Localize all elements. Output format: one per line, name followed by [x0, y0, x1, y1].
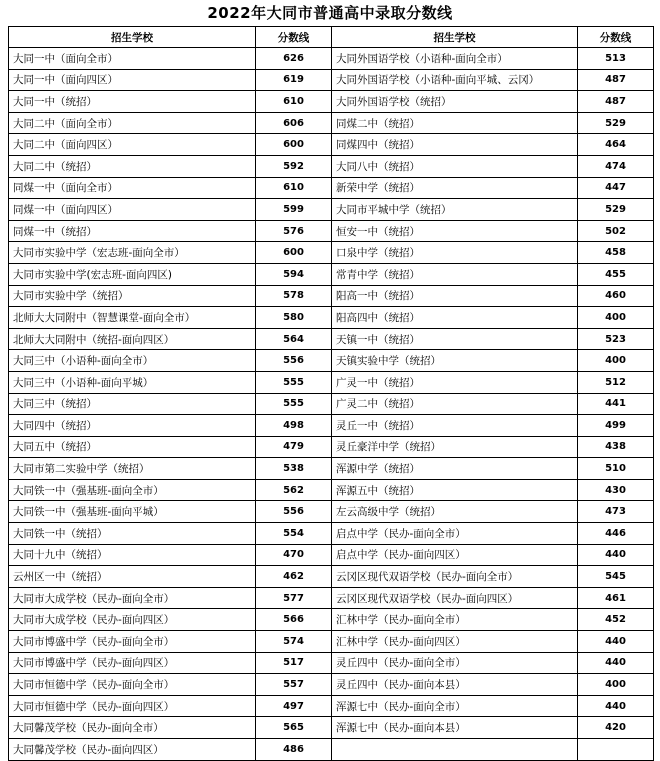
score-left: 555 — [256, 371, 332, 393]
score-right: 452 — [578, 609, 654, 631]
score-left: 574 — [256, 631, 332, 653]
school-name-right: 常青中学（统招） — [332, 263, 578, 285]
school-name-right: 大同外国语学校（统招） — [332, 91, 578, 113]
table-row — [9, 307, 654, 329]
score-left: 564 — [256, 328, 332, 350]
score-right: 512 — [578, 371, 654, 393]
header-school-right: 招生学校 — [332, 27, 578, 48]
school-name-left: 大同市实验中学(宏志班-面向四区) — [9, 263, 256, 285]
school-name-left: 同煤一中（面向全市） — [9, 177, 256, 199]
score-right: 523 — [578, 328, 654, 350]
table-row — [9, 350, 654, 372]
score-right: 400 — [578, 350, 654, 372]
school-name-right: 大同八中（统招） — [332, 155, 578, 177]
school-name-right: 浑源中学（统招） — [332, 458, 578, 480]
table-row — [9, 242, 654, 264]
table-row — [9, 479, 654, 501]
score-left: 606 — [256, 112, 332, 134]
score-left: 497 — [256, 695, 332, 717]
school-name-left: 云州区一中（统招） — [9, 566, 256, 588]
table-row — [9, 501, 654, 523]
score-right: 438 — [578, 436, 654, 458]
score-right: 440 — [578, 631, 654, 653]
table-row — [9, 695, 654, 717]
table-row — [9, 436, 654, 458]
score-left: 619 — [256, 69, 332, 91]
score-right: 529 — [578, 199, 654, 221]
score-left: 580 — [256, 307, 332, 329]
school-name-left: 大同市大成学校（民办-面向全市） — [9, 587, 256, 609]
score-left: 599 — [256, 199, 332, 221]
score-right: 461 — [578, 587, 654, 609]
school-name-right: 启点中学（民办-面向四区） — [332, 544, 578, 566]
table-row — [9, 220, 654, 242]
table-row — [9, 285, 654, 307]
score-right: 487 — [578, 91, 654, 113]
school-name-right: 新荣中学（统招） — [332, 177, 578, 199]
school-name-right: 灵丘四中（民办-面向全市） — [332, 652, 578, 674]
score-left: 600 — [256, 242, 332, 264]
score-left: 594 — [256, 263, 332, 285]
school-name-right: 灵丘豪洋中学（统招） — [332, 436, 578, 458]
school-name-left: 大同五中（统招） — [9, 436, 256, 458]
table-row — [9, 674, 654, 696]
school-name-right: 天镇实验中学（统招） — [332, 350, 578, 372]
score-left: 555 — [256, 393, 332, 415]
table-row — [9, 717, 654, 739]
score-right: 502 — [578, 220, 654, 242]
school-name-right: 同煤二中（统招） — [332, 112, 578, 134]
table-row — [9, 587, 654, 609]
admission-score-table — [8, 26, 654, 761]
table-row — [9, 328, 654, 350]
table-row — [9, 523, 654, 545]
school-name-left: 大同三中（小语种-面向全市） — [9, 350, 256, 372]
school-name-left: 大同市大成学校（民办-面向四区） — [9, 609, 256, 631]
score-right: 440 — [578, 544, 654, 566]
score-right — [578, 739, 654, 761]
school-name-right: 阳高四中（统招） — [332, 307, 578, 329]
school-name-right: 大同市平城中学（统招） — [332, 199, 578, 221]
score-left: 610 — [256, 91, 332, 113]
score-left: 556 — [256, 350, 332, 372]
score-left: 576 — [256, 220, 332, 242]
school-name-left: 大同市实验中学（统招） — [9, 285, 256, 307]
school-name-left: 大同二中（统招） — [9, 155, 256, 177]
school-name-left: 大同市第二实验中学（统招） — [9, 458, 256, 480]
score-right: 455 — [578, 263, 654, 285]
score-left: 626 — [256, 48, 332, 70]
school-name-left: 大同一中（统招） — [9, 91, 256, 113]
score-left: 577 — [256, 587, 332, 609]
table-row — [9, 458, 654, 480]
school-name-left: 大同馨茂学校（民办-面向四区） — [9, 739, 256, 761]
table-row — [9, 263, 654, 285]
table-header-row — [9, 27, 654, 48]
school-name-right: 阳高一中（统招） — [332, 285, 578, 307]
table-row — [9, 566, 654, 588]
score-left: 538 — [256, 458, 332, 480]
table-row — [9, 393, 654, 415]
score-left: 486 — [256, 739, 332, 761]
header-school-left: 招生学校 — [9, 27, 256, 48]
score-right: 446 — [578, 523, 654, 545]
score-left: 517 — [256, 652, 332, 674]
school-name-left: 同煤一中（面向四区） — [9, 199, 256, 221]
score-left: 498 — [256, 415, 332, 437]
school-name-right: 天镇一中（统招） — [332, 328, 578, 350]
school-name-right: 广灵一中（统招） — [332, 371, 578, 393]
school-name-right: 大同外国语学校（小语种-面向全市） — [332, 48, 578, 70]
school-name-left: 大同市博盛中学（民办-面向全市） — [9, 631, 256, 653]
school-name-right: 浑源七中（民办-面向全市） — [332, 695, 578, 717]
school-name-right: 灵丘一中（统招） — [332, 415, 578, 437]
table-row — [9, 371, 654, 393]
school-name-left: 北师大大同附中（智慧课堂-面向全市） — [9, 307, 256, 329]
table-row — [9, 739, 654, 761]
score-right: 458 — [578, 242, 654, 264]
score-left: 562 — [256, 479, 332, 501]
header-score-left: 分数线 — [256, 27, 332, 48]
school-name-right: 汇林中学（民办-面向四区） — [332, 631, 578, 653]
score-left: 578 — [256, 285, 332, 307]
school-name-right: 同煤四中（统招） — [332, 134, 578, 156]
school-name-left: 大同市实验中学（宏志班-面向全市） — [9, 242, 256, 264]
school-name-right: 浑源七中（民办-面向本县） — [332, 717, 578, 739]
table-row — [9, 415, 654, 437]
school-name-left: 北师大大同附中（统招-面向四区） — [9, 328, 256, 350]
school-name-right: 启点中学（民办-面向全市） — [332, 523, 578, 545]
table-row — [9, 544, 654, 566]
table-row — [9, 609, 654, 631]
score-right: 499 — [578, 415, 654, 437]
school-name-left: 大同三中（统招） — [9, 393, 256, 415]
table-row — [9, 91, 654, 113]
school-name-left: 大同一中（面向全市） — [9, 48, 256, 70]
school-name-left: 大同四中（统招） — [9, 415, 256, 437]
school-name-left: 大同市恒德中学（民办-面向全市） — [9, 674, 256, 696]
score-right: 474 — [578, 155, 654, 177]
table-row — [9, 48, 654, 70]
table-row — [9, 69, 654, 91]
table-row — [9, 155, 654, 177]
score-right: 529 — [578, 112, 654, 134]
table-row — [9, 631, 654, 653]
score-right: 441 — [578, 393, 654, 415]
score-left: 610 — [256, 177, 332, 199]
school-name-right: 左云高级中学（统招） — [332, 501, 578, 523]
score-left: 600 — [256, 134, 332, 156]
school-name-right: 灵丘四中（民办-面向本县） — [332, 674, 578, 696]
school-name-left: 大同铁一中（强基班-面向平城） — [9, 501, 256, 523]
table-row — [9, 652, 654, 674]
score-right: 420 — [578, 717, 654, 739]
score-left: 556 — [256, 501, 332, 523]
school-name-right: 恒安一中（统招） — [332, 220, 578, 242]
school-name-right: 云冈区现代双语学校（民办-面向四区） — [332, 587, 578, 609]
score-left: 565 — [256, 717, 332, 739]
score-right: 400 — [578, 674, 654, 696]
school-name-right: 浑源五中（统招） — [332, 479, 578, 501]
header-score-right: 分数线 — [578, 27, 654, 48]
score-right: 473 — [578, 501, 654, 523]
score-left: 557 — [256, 674, 332, 696]
table-row — [9, 112, 654, 134]
school-name-right: 口泉中学（统招） — [332, 242, 578, 264]
table-row — [9, 199, 654, 221]
school-name-left: 大同铁一中（强基班-面向全市） — [9, 479, 256, 501]
score-right: 513 — [578, 48, 654, 70]
school-name-left: 大同馨茂学校（民办-面向全市） — [9, 717, 256, 739]
score-left: 592 — [256, 155, 332, 177]
score-left: 462 — [256, 566, 332, 588]
school-name-right: 云冈区现代双语学校（民办-面向全市） — [332, 566, 578, 588]
score-left: 470 — [256, 544, 332, 566]
score-left: 566 — [256, 609, 332, 631]
score-left: 479 — [256, 436, 332, 458]
school-name-right: 汇林中学（民办-面向全市） — [332, 609, 578, 631]
score-left: 554 — [256, 523, 332, 545]
table-row — [9, 177, 654, 199]
school-name-left: 大同一中（面向四区） — [9, 69, 256, 91]
school-name-left: 大同十九中（统招） — [9, 544, 256, 566]
school-name-left: 同煤一中（统招） — [9, 220, 256, 242]
score-right: 487 — [578, 69, 654, 91]
school-name-right: 广灵二中（统招） — [332, 393, 578, 415]
score-right: 400 — [578, 307, 654, 329]
score-right: 430 — [578, 479, 654, 501]
page-title: 2022年大同市普通高中录取分数线 — [207, 4, 453, 22]
score-right: 510 — [578, 458, 654, 480]
school-name-right — [332, 739, 578, 761]
score-right: 440 — [578, 652, 654, 674]
school-name-left: 大同二中（面向全市） — [9, 112, 256, 134]
score-right: 447 — [578, 177, 654, 199]
score-right: 440 — [578, 695, 654, 717]
school-name-left: 大同二中（面向四区） — [9, 134, 256, 156]
school-name-left: 大同铁一中（统招） — [9, 523, 256, 545]
score-right: 464 — [578, 134, 654, 156]
school-name-left: 大同市博盛中学（民办-面向四区） — [9, 652, 256, 674]
score-right: 460 — [578, 285, 654, 307]
table-row — [9, 134, 654, 156]
school-name-left: 大同三中（小语种-面向平城） — [9, 371, 256, 393]
score-right: 545 — [578, 566, 654, 588]
school-name-right: 大同外国语学校（小语种-面向平城、云冈） — [332, 69, 578, 91]
school-name-left: 大同市恒德中学（民办-面向四区） — [9, 695, 256, 717]
